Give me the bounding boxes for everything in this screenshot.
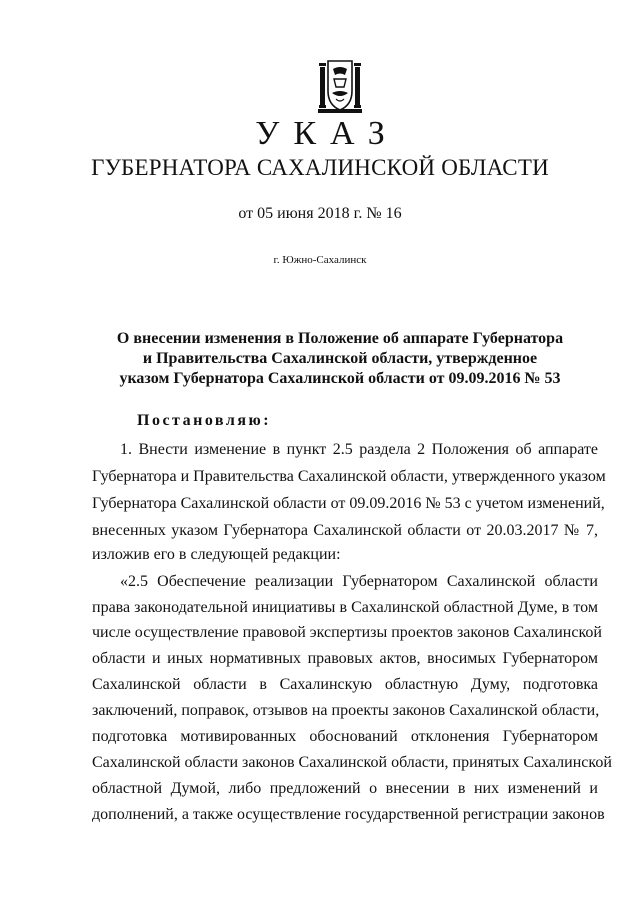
body-text-line: подготовка мотивированных обоснований отклонения Губернатором <box>92 728 598 745</box>
document-date-number: от 05 июня 2018 г. № 16 <box>238 205 402 222</box>
body-text-line: «2.5 Обеспечение реализации Губернатором Сахалинской области <box>120 573 598 590</box>
body-text-line: Сахалинской области в Сахалинскую областную Думу, подготовка <box>92 676 598 693</box>
document-place: г. Южно-Сахалинск <box>273 254 367 266</box>
document-title-line: указом Губернатора Сахалинской области от 09.09.2016 № 53 <box>119 370 561 387</box>
decree-lead-phrase: Постановляю: <box>137 412 272 429</box>
document-type: УКАЗ <box>255 115 399 152</box>
document-title-line: О внесении изменения в Положение об аппарате Губернатора <box>116 330 564 347</box>
document-title <box>100 329 580 389</box>
body-text-line: права законодательной инициативы в Сахалинской областной Думе, в том <box>92 599 598 616</box>
body-text-line: заключений, поправок, отзывов на проекты законов Сахалинской области, <box>92 702 600 719</box>
document-issuer: ГУБЕРНАТОРА САХАЛИНСКОЙ ОБЛАСТИ <box>91 155 549 180</box>
body-text-line: Губернатора Сахалинской области от 09.09.2016 № 53 с учетом изменений, <box>92 495 605 512</box>
body-text-line: изложив его в следующей редакции: <box>92 546 341 563</box>
body-text-line: областной Думой, либо предложений о внесении в них изменений и <box>92 780 598 797</box>
body-text-line: области и иных нормативных правовых актов, вносимых Губернатором <box>92 650 598 667</box>
body-text-line: Губернатора и Правительства Сахалинской области, утвержденного указом <box>92 468 606 485</box>
body-text-line: числе осуществление правовой экспертизы проектов законов Сахалинской <box>92 624 602 641</box>
body-text-line: Сахалинской области законов Сахалинской области, принятых Сахалинской <box>92 754 612 771</box>
body-text-line: 1. Внести изменение в пункт 2.5 раздела 2 Положения об аппарате <box>120 441 598 458</box>
coat-of-arms-icon <box>318 57 362 115</box>
body-text-line: дополнений, а также осуществление государственной регистрации законов <box>92 806 605 823</box>
body-text-line: внесенных указом Губернатора Сахалинской области от 20.03.2017 № 7, <box>92 522 598 539</box>
document-title-line: и Правительства Сахалинской области, утвержденное <box>142 350 538 367</box>
